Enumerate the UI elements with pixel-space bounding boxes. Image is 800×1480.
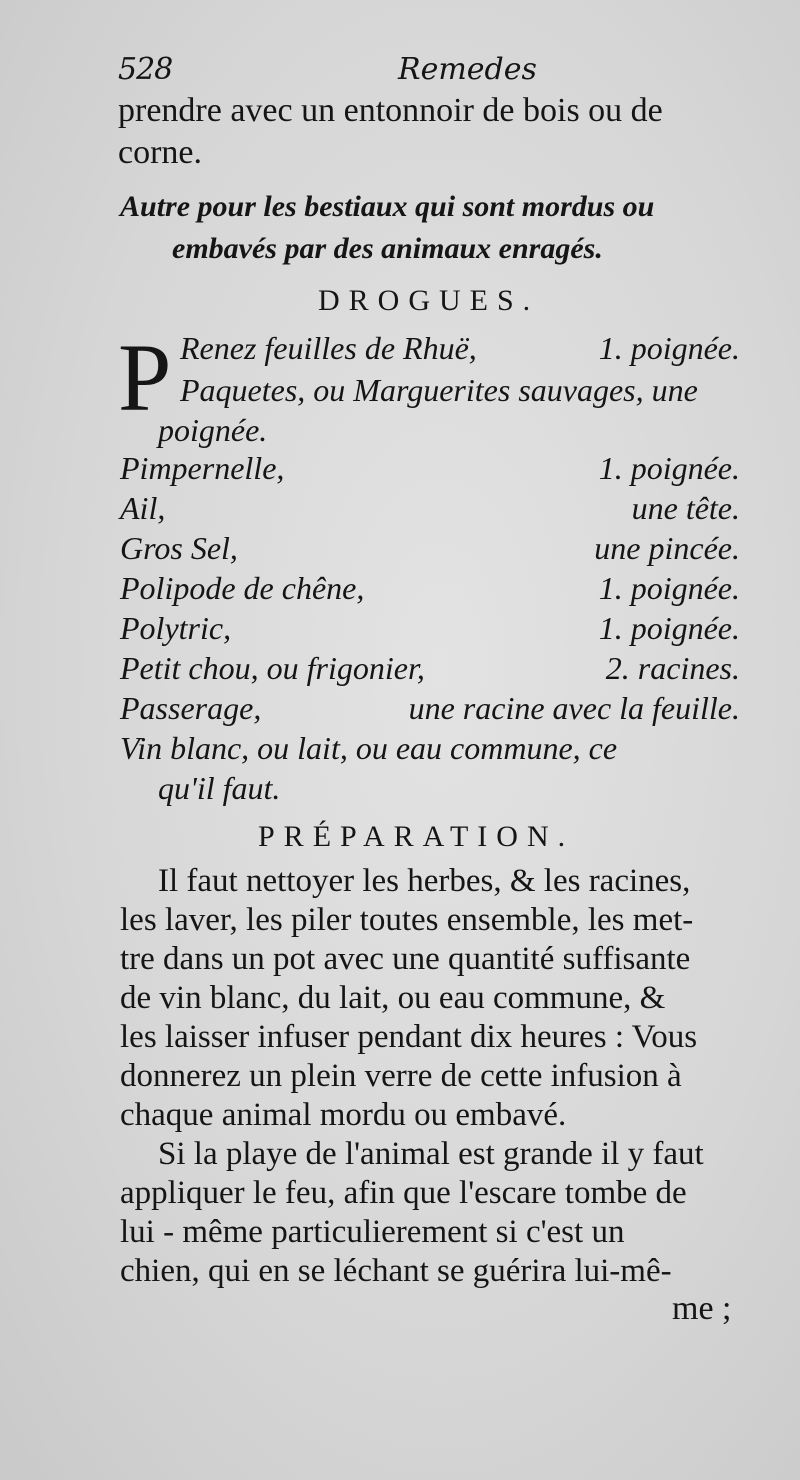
intro-line-2: corne.	[118, 134, 203, 171]
ingredient-qty: 2. racines.	[605, 650, 740, 686]
ingredient-name: Ail,	[120, 490, 166, 526]
preparation-line: lui - même particulierement si c'est un	[120, 1214, 625, 1250]
preparation-line: chien, qui en se léchant se guérira lui-mê-	[120, 1253, 672, 1289]
running-title: Remedes	[398, 52, 537, 87]
ingredient-line-vin-cont: qu'il faut.	[158, 770, 281, 806]
ingredient-line-vin: Vin blanc, ou lait, ou eau commune, ce	[120, 730, 618, 766]
ingredient-row-passerage	[120, 690, 740, 730]
ingredient-row	[120, 610, 740, 650]
ingredient-name: Pimpernelle,	[120, 450, 285, 486]
preparation-title: PRÉPARATION.	[258, 820, 575, 853]
preparation-line: appliquer le feu, afin que l'escare tombe de	[120, 1175, 687, 1211]
ingredient-qty: une tête.	[631, 490, 740, 526]
drogues-title: DROGUES.	[318, 284, 540, 317]
ingredient-line-paquetes: Paquetes, ou Marguerites sauvages, une	[180, 372, 698, 408]
page-number: 528	[118, 52, 173, 87]
ingredient-name: Passerage,	[120, 690, 262, 726]
page-header	[118, 52, 738, 92]
preparation-line: Si la playe de l'animal est grande il y faut	[158, 1136, 704, 1172]
preparation-line: Il faut nettoyer les herbes, & les racines,	[158, 863, 691, 899]
ingredient-qty: une racine avec la feuille.	[408, 690, 740, 726]
preparation-line: chaque animal mordu ou embavé.	[120, 1097, 567, 1133]
preparation-text	[120, 862, 740, 1291]
ingredient-row	[120, 650, 740, 690]
ingredient-line-paquetes-cont: poignée.	[158, 412, 268, 448]
intro-line-1: prendre avec un entonnoir de bois ou de	[118, 92, 663, 129]
ingredient-row	[120, 530, 740, 570]
ingredient-qty: une pincée.	[594, 530, 740, 566]
preparation-line: les laver, les piler toutes ensemble, les met-	[120, 902, 694, 938]
preparation-line: donnerez un plein verre de cette infusion à	[120, 1058, 682, 1094]
preparation-line: de vin blanc, du lait, ou eau commune, &	[120, 980, 666, 1016]
catchword: me ;	[672, 1290, 732, 1327]
ingredient-row	[120, 570, 740, 610]
preparation-line: les laisser infuser pendant dix heures : Vous	[120, 1019, 698, 1055]
ingredient-row	[120, 450, 740, 490]
ingredient-qty: 1. poignée.	[598, 570, 740, 606]
ingredient-name: Petit chou, ou frigonier,	[120, 650, 425, 686]
ingredient-qty: 1. poignée.	[598, 450, 740, 486]
preparation-line: tre dans un pot avec une quantité suffisante	[120, 941, 691, 977]
ingredient-name: Polipode de chêne,	[120, 570, 365, 606]
ingredient-row	[120, 490, 740, 530]
section-heading-line-2: embavés par des animaux enragés.	[172, 232, 603, 265]
ingredient-name: Polytric,	[120, 610, 232, 646]
ingredient-row-rhue	[180, 330, 740, 370]
ingredient-name: Renez feuilles de Rhuë,	[180, 330, 477, 366]
ingredient-name: Gros Sel,	[120, 530, 238, 566]
ingredient-qty: 1. poignée.	[598, 610, 740, 646]
drop-cap: P	[118, 324, 172, 431]
ingredient-qty: 1. poignée.	[598, 330, 740, 366]
section-heading-line-1: Autre pour les bestiaux qui sont mordus ou	[120, 190, 655, 223]
